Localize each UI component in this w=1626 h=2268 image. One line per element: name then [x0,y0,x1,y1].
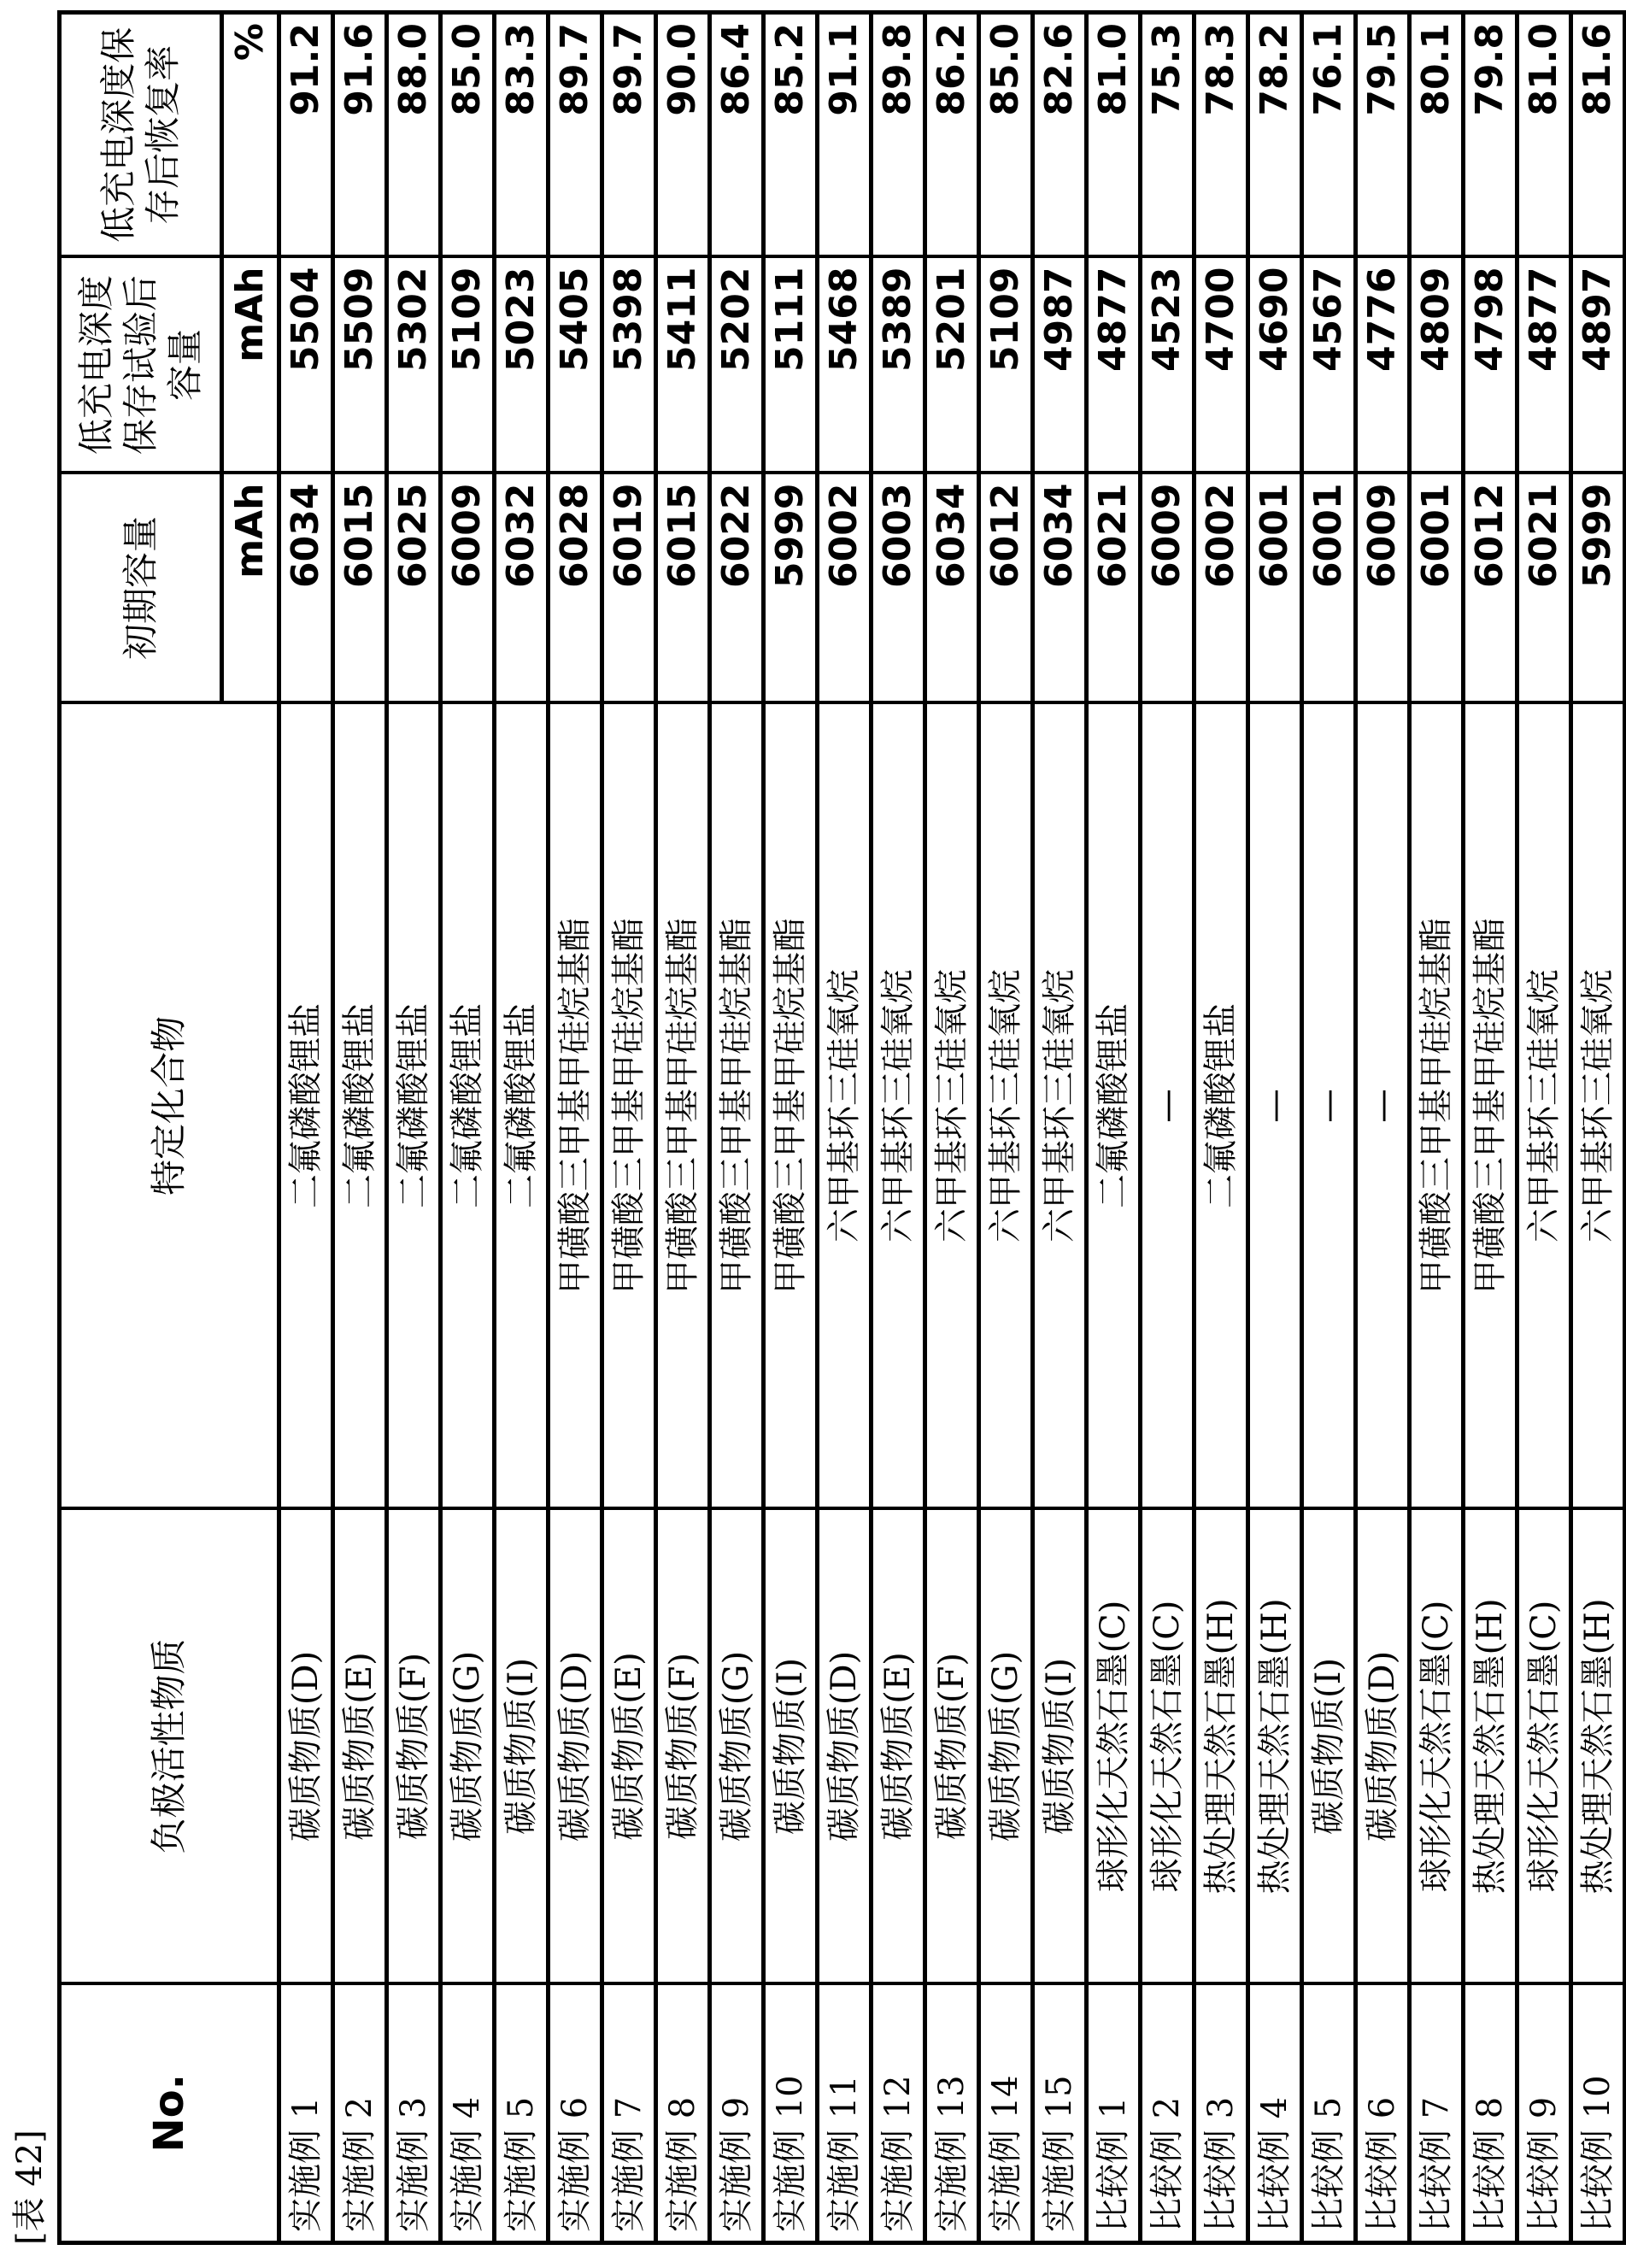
header-recovery-rate: 低充电深度保存后恢复率 [60,13,222,257]
negative-active-material-cell: 碳质物质(I) [1302,1509,1356,1984]
table-row [1033,13,1087,2243]
capacity-after-storage-cell: 5398 [602,257,656,473]
capacity-after-storage-cell: 4700 [1195,257,1248,473]
initial-capacity-cell: 6025 [387,473,441,703]
table-row [1571,13,1625,2243]
specific-compound-cell: 甲磺酸三甲基甲硅烷基酯 [710,703,764,1509]
capacity-after-storage-cell: 5111 [764,257,818,473]
recovery-rate-cell: 89.7 [602,13,656,257]
negative-active-material-cell: 热处理天然石墨(H) [1195,1509,1248,1984]
specific-compound-cell: 甲磺酸三甲基甲硅烷基酯 [656,703,710,1509]
negative-active-material-cell: 球形化天然石墨(C) [1517,1509,1571,1984]
recovery-rate-cell: 75.3 [1141,13,1195,257]
initial-capacity-cell: 6034 [1033,473,1087,703]
specific-compound-cell: — [1248,703,1302,1509]
recovery-rate-cell: 89.7 [549,13,602,257]
unit-initial-capacity: mAh [222,473,279,703]
header-initial-capacity: 初期容量 [60,473,222,703]
header-capacity-after-storage: 低充电深度保存试验后容量 [60,257,222,473]
recovery-rate-cell: 91.1 [818,13,872,257]
table-row [1356,13,1410,2243]
initial-capacity-cell: 6021 [1087,473,1141,703]
recovery-rate-cell: 86.4 [710,13,764,257]
table-row [549,13,602,2243]
recovery-rate-cell: 80.1 [1410,13,1464,257]
row-no-cell: 实施例 13 [925,1984,979,2243]
row-no-cell: 比较例 7 [1410,1984,1464,2243]
table-row [441,13,495,2243]
results-table-container [57,15,1619,2245]
table-row [1410,13,1464,2243]
negative-active-material-cell: 碳质物质(I) [495,1509,549,1984]
initial-capacity-cell: 6034 [279,473,333,703]
negative-active-material-cell: 碳质物质(I) [1033,1509,1087,1984]
table-row [495,13,549,2243]
row-no-cell: 比较例 3 [1195,1984,1248,2243]
header-no: No. [60,1984,279,2243]
negative-active-material-cell: 碳质物质(F) [387,1509,441,1984]
initial-capacity-cell: 6019 [602,473,656,703]
recovery-rate-cell: 78.2 [1248,13,1302,257]
specific-compound-cell: 二氟磷酸锂盐 [387,703,441,1509]
initial-capacity-cell: 6032 [495,473,549,703]
row-no-cell: 比较例 6 [1356,1984,1410,2243]
capacity-after-storage-cell: 5023 [495,257,549,473]
initial-capacity-cell: 6021 [1517,473,1571,703]
recovery-rate-cell: 85.0 [979,13,1033,257]
specific-compound-cell: 二氟磷酸锂盐 [495,703,549,1509]
negative-active-material-cell: 碳质物质(I) [764,1509,818,1984]
row-no-cell: 比较例 2 [1141,1984,1195,2243]
table-row [1141,13,1195,2243]
specific-compound-cell: 二氟磷酸锂盐 [441,703,495,1509]
recovery-rate-cell: 85.2 [764,13,818,257]
specific-compound-cell: 二氟磷酸锂盐 [1195,703,1248,1509]
negative-active-material-cell: 球形化天然石墨(C) [1410,1509,1464,1984]
capacity-after-storage-cell: 4798 [1464,257,1517,473]
row-no-cell: 实施例 2 [333,1984,387,2243]
specific-compound-cell: 二氟磷酸锂盐 [1087,703,1141,1509]
table-row [925,13,979,2243]
row-no-cell: 实施例 14 [979,1984,1033,2243]
specific-compound-cell: 六甲基环三硅氧烷 [1033,703,1087,1509]
recovery-rate-cell: 91.6 [333,13,387,257]
initial-capacity-cell: 6015 [333,473,387,703]
table-row [279,13,333,2243]
specific-compound-cell: 六甲基环三硅氧烷 [1517,703,1571,1509]
specific-compound-cell: 甲磺酸三甲基甲硅烷基酯 [1464,703,1517,1509]
negative-active-material-cell: 碳质物质(F) [925,1509,979,1984]
recovery-rate-cell: 81.6 [1571,13,1625,257]
specific-compound-cell: 六甲基环三硅氧烷 [925,703,979,1509]
specific-compound-cell: 甲磺酸三甲基甲硅烷基酯 [764,703,818,1509]
recovery-rate-cell: 88.0 [387,13,441,257]
initial-capacity-cell: 6012 [979,473,1033,703]
row-no-cell: 实施例 8 [656,1984,710,2243]
negative-active-material-cell: 碳质物质(E) [602,1509,656,1984]
row-no-cell: 实施例 11 [818,1984,872,2243]
recovery-rate-cell: 81.0 [1517,13,1571,257]
table-row [818,13,872,2243]
row-no-cell: 实施例 5 [495,1984,549,2243]
table-row [602,13,656,2243]
specific-compound-cell: 六甲基环三硅氧烷 [818,703,872,1509]
row-no-cell: 比较例 9 [1517,1984,1571,2243]
capacity-after-storage-cell: 4987 [1033,257,1087,473]
recovery-rate-cell: 90.0 [656,13,710,257]
table-label: [表 42] [7,2100,54,2245]
unit-capacity-after-storage: mAh [222,257,279,473]
specific-compound-cell: 二氟磷酸锂盐 [279,703,333,1509]
capacity-after-storage-cell: 4523 [1141,257,1195,473]
table-row [872,13,925,2243]
row-no-cell: 比较例 10 [1571,1984,1625,2243]
row-no-cell: 比较例 1 [1087,1984,1141,2243]
initial-capacity-cell: 5999 [1571,473,1625,703]
negative-active-material-cell: 碳质物质(E) [333,1509,387,1984]
table-row [1302,13,1356,2243]
capacity-after-storage-cell: 4877 [1087,257,1141,473]
negative-active-material-cell: 碳质物质(G) [710,1509,764,1984]
capacity-after-storage-cell: 5109 [979,257,1033,473]
initial-capacity-cell: 6001 [1248,473,1302,703]
specific-compound-cell: 六甲基环三硅氧烷 [979,703,1033,1509]
header-compound: 特定化合物 [60,703,279,1509]
negative-active-material-cell: 球形化天然石墨(C) [1141,1509,1195,1984]
table-row [656,13,710,2243]
row-no-cell: 比较例 4 [1248,1984,1302,2243]
table-row [710,13,764,2243]
table-row [1248,13,1302,2243]
specific-compound-cell: — [1302,703,1356,1509]
negative-active-material-cell: 球形化天然石墨(C) [1087,1509,1141,1984]
negative-active-material-cell: 碳质物质(G) [441,1509,495,1984]
row-no-cell: 实施例 9 [710,1984,764,2243]
capacity-after-storage-cell: 5504 [279,257,333,473]
recovery-rate-cell: 82.6 [1033,13,1087,257]
negative-active-material-cell: 碳质物质(D) [818,1509,872,1984]
specific-compound-cell: 甲磺酸三甲基甲硅烷基酯 [1410,703,1464,1509]
capacity-after-storage-cell: 5405 [549,257,602,473]
recovery-rate-cell: 83.3 [495,13,549,257]
table-row [1087,13,1141,2243]
table-body [279,13,1625,2243]
recovery-rate-cell: 76.1 [1302,13,1356,257]
negative-active-material-cell: 碳质物质(E) [872,1509,925,1984]
initial-capacity-cell: 6002 [1195,473,1248,703]
initial-capacity-cell: 6012 [1464,473,1517,703]
capacity-after-storage-cell: 5389 [872,257,925,473]
recovery-rate-cell: 79.5 [1356,13,1410,257]
recovery-rate-cell: 91.2 [279,13,333,257]
table-row [333,13,387,2243]
row-no-cell: 实施例 7 [602,1984,656,2243]
initial-capacity-cell: 6009 [1141,473,1195,703]
negative-active-material-cell: 碳质物质(F) [656,1509,710,1984]
table-row [764,13,818,2243]
header-row [60,13,222,2243]
capacity-after-storage-cell: 5202 [710,257,764,473]
specific-compound-cell: — [1356,703,1410,1509]
row-no-cell: 比较例 8 [1464,1984,1517,2243]
row-no-cell: 实施例 4 [441,1984,495,2243]
table-row [387,13,441,2243]
negative-active-material-cell: 热处理天然石墨(H) [1248,1509,1302,1984]
row-no-cell: 比较例 5 [1302,1984,1356,2243]
negative-active-material-cell: 热处理天然石墨(H) [1571,1509,1625,1984]
header-material: 负极活性物质 [60,1509,279,1984]
capacity-after-storage-cell: 5302 [387,257,441,473]
initial-capacity-cell: 6028 [549,473,602,703]
row-no-cell: 实施例 15 [1033,1984,1087,2243]
negative-active-material-cell: 热处理天然石墨(H) [1464,1509,1517,1984]
table-row [979,13,1033,2243]
recovery-rate-cell: 89.8 [872,13,925,257]
negative-active-material-cell: 碳质物质(D) [1356,1509,1410,1984]
recovery-rate-cell: 78.3 [1195,13,1248,257]
capacity-after-storage-cell: 4877 [1517,257,1571,473]
specific-compound-cell: 甲磺酸三甲基甲硅烷基酯 [602,703,656,1509]
negative-active-material-cell: 碳质物质(D) [279,1509,333,1984]
capacity-after-storage-cell: 5411 [656,257,710,473]
initial-capacity-cell: 6002 [818,473,872,703]
recovery-rate-cell: 85.0 [441,13,495,257]
row-no-cell: 实施例 1 [279,1984,333,2243]
initial-capacity-cell: 6022 [710,473,764,703]
table-row [1517,13,1571,2243]
specific-compound-cell: — [1141,703,1195,1509]
capacity-after-storage-cell: 4690 [1248,257,1302,473]
specific-compound-cell: 六甲基环三硅氧烷 [1571,703,1625,1509]
recovery-rate-cell: 81.0 [1087,13,1141,257]
capacity-after-storage-cell: 4897 [1571,257,1625,473]
negative-active-material-cell: 碳质物质(D) [549,1509,602,1984]
initial-capacity-cell: 5999 [764,473,818,703]
capacity-after-storage-cell: 5509 [333,257,387,473]
initial-capacity-cell: 6001 [1302,473,1356,703]
recovery-rate-cell: 86.2 [925,13,979,257]
row-no-cell: 实施例 6 [549,1984,602,2243]
initial-capacity-cell: 6001 [1410,473,1464,703]
capacity-after-storage-cell: 5201 [925,257,979,473]
capacity-after-storage-cell: 5468 [818,257,872,473]
table-row [1195,13,1248,2243]
specific-compound-cell: 六甲基环三硅氧烷 [872,703,925,1509]
initial-capacity-cell: 6009 [441,473,495,703]
row-no-cell: 实施例 12 [872,1984,925,2243]
capacity-after-storage-cell: 4809 [1410,257,1464,473]
recovery-rate-cell: 79.8 [1464,13,1517,257]
capacity-after-storage-cell: 5109 [441,257,495,473]
capacity-after-storage-cell: 4567 [1302,257,1356,473]
specific-compound-cell: 甲磺酸三甲基甲硅烷基酯 [549,703,602,1509]
initial-capacity-cell: 6015 [656,473,710,703]
initial-capacity-cell: 6009 [1356,473,1410,703]
table-row [1464,13,1517,2243]
negative-active-material-cell: 碳质物质(G) [979,1509,1033,1984]
row-no-cell: 实施例 10 [764,1984,818,2243]
unit-recovery-rate: % [222,13,279,257]
initial-capacity-cell: 6034 [925,473,979,703]
row-no-cell: 实施例 3 [387,1984,441,2243]
capacity-after-storage-cell: 4776 [1356,257,1410,473]
results-table [57,10,1626,2245]
initial-capacity-cell: 6003 [872,473,925,703]
specific-compound-cell: 二氟磷酸锂盐 [333,703,387,1509]
